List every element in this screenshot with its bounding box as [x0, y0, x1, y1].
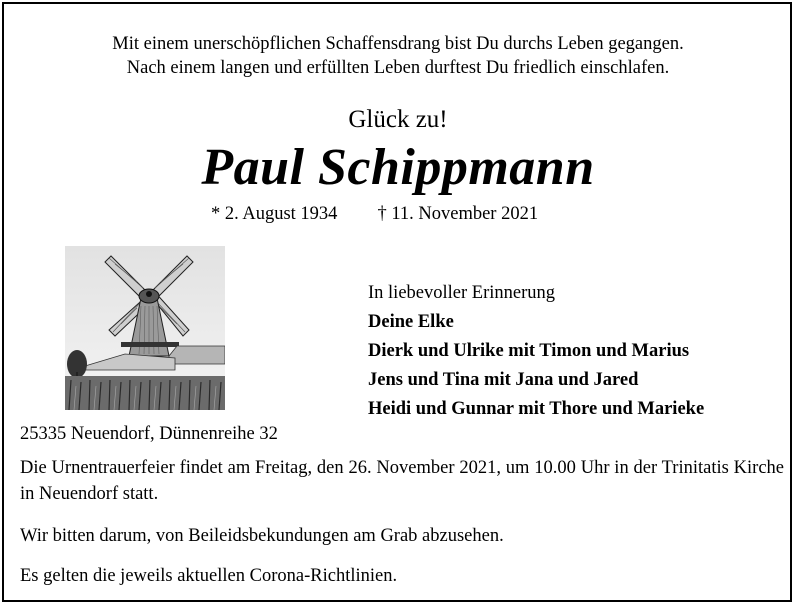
- death-date: † 11. November 2021: [377, 204, 539, 224]
- mourner-name: Deine Elke: [368, 312, 454, 332]
- remembrance-intro: In liebevoller Erinnerung: [368, 283, 555, 303]
- ceremony-info: Die Urnentrauerfeier findet am Freitag, den 26. November 2021, um 10.00 Uhr in der Trinitatis Kirche in Neuendorf statt.: [20, 458, 784, 504]
- mourner-name: Heidi und Gunnar mit Thore und Marieke: [368, 399, 705, 419]
- mourner-name: Dierk und Ulrike mit Timon und Marius: [368, 341, 690, 361]
- windmill-image: [65, 246, 225, 410]
- intro-text: [0, 32, 796, 80]
- life-dates: [211, 204, 538, 225]
- birth-date: * 2. August 1934: [211, 204, 338, 224]
- mourner-name: Jens und Tina mit Jana und Jared: [368, 370, 639, 390]
- intro-line-2: Nach einem langen und erfüllten Leben durftest Du friedlich einschlafen.: [126, 58, 670, 78]
- greeting: Glück zu!: [348, 106, 448, 133]
- mourners-block: [368, 279, 704, 424]
- address: 25335 Neuendorf, Dünnenreihe 32: [20, 424, 278, 444]
- corona-note: Es gelten die jeweils aktuellen Corona-Richtlinien.: [20, 566, 398, 586]
- condolences-note: Wir bitten darum, von Beileidsbekundungen am Grab abzusehen.: [20, 526, 504, 546]
- deceased-name: Paul Schippmann: [201, 139, 595, 196]
- intro-line-1: Mit einem unerschöpflichen Schaffensdrang bist Du durchs Leben gegangen.: [112, 34, 684, 54]
